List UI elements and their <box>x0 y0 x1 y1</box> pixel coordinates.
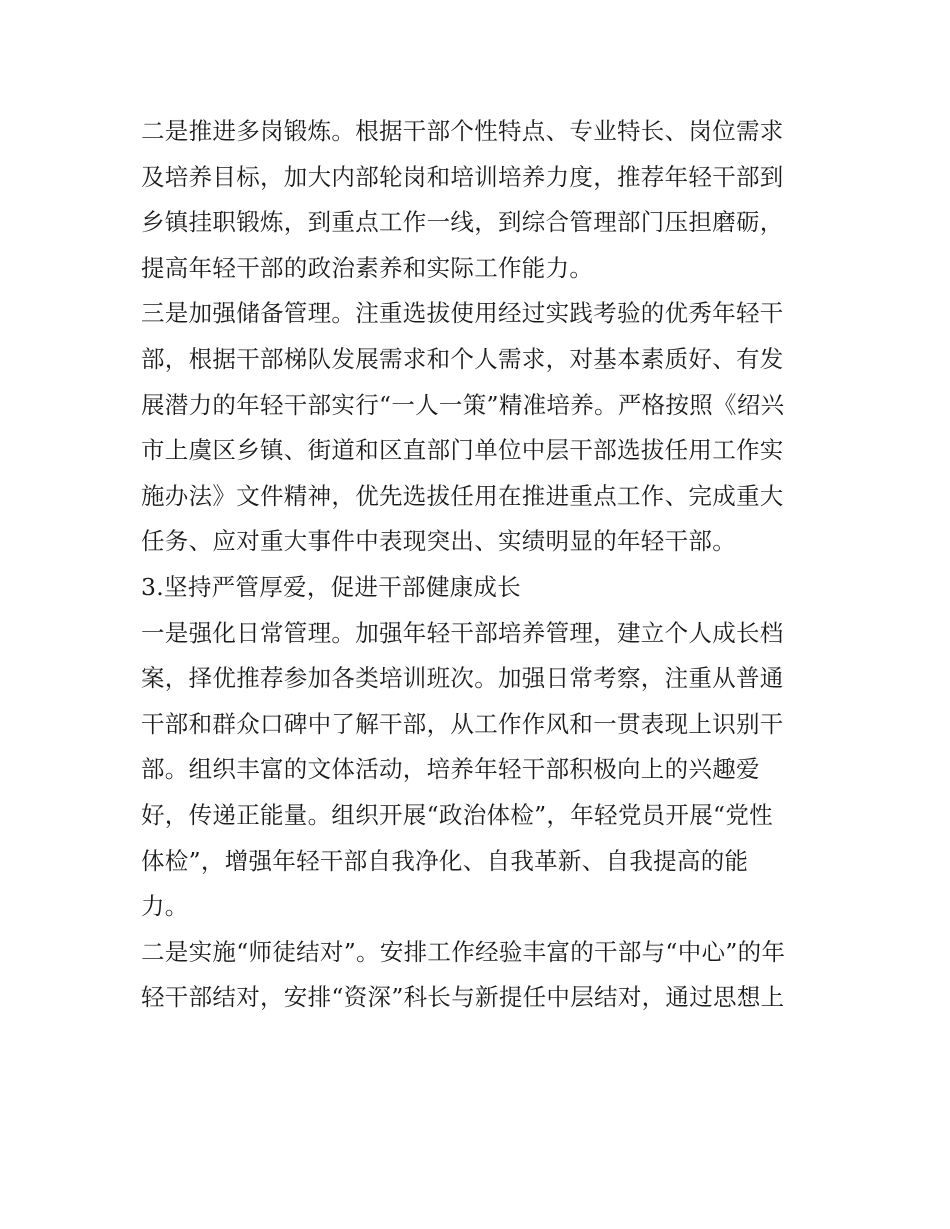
heading-text: 3.坚持严管厚爱，促进干部健康成长 <box>141 572 522 601</box>
text-line: 任务、应对重大事件中表现突出、实绩明显的年轻干部。 <box>141 527 736 556</box>
text-line: 部，根据干部梯队发展需求和个人需求，对基本素质好、有发 <box>141 344 784 373</box>
text-line: 及培养目标，加大内部轮岗和培训培养力度，推荐年轻干部到 <box>141 162 784 191</box>
text-line: 轻干部结对，安排“资深”科长与新提任中层结对，通过思想上 <box>141 983 785 1012</box>
text-line: 展潜力的年轻干部实行“一人一策”精准培养。严格按照《绍兴 <box>141 390 785 419</box>
text-line: 市上虞区乡镇、街道和区直部门单位中层干部选拔任用工作实 <box>141 436 784 465</box>
text-line: 施办法》文件精神，优先选拔任用在推进重点工作、完成重大 <box>141 481 784 510</box>
paragraph-mentorship <box>141 930 821 1021</box>
text-line: 二是推进多岗锻炼。根据干部个性特点、专业特长、岗位需求 <box>141 117 784 145</box>
section-heading <box>141 565 821 611</box>
text-line: 提高年轻干部的政治素养和实际工作能力。 <box>141 253 594 282</box>
document-body <box>141 109 821 1021</box>
text-line: 部。组织丰富的文体活动，培养年轻干部积极向上的兴趣爱 <box>141 755 760 784</box>
text-line: 好，传递正能量。组织开展“政治体检”，年轻党员开展“党性 <box>141 800 773 829</box>
paragraph-job-rotation <box>141 109 821 291</box>
text-line: 体检”，增强年轻干部自我净化、自我革新、自我提高的能 <box>141 846 749 875</box>
text-line: 干部和群众口碑中了解干部，从工作作风和一贯表现上识别干 <box>141 709 784 738</box>
text-line: 乡镇挂职锻炼，到重点工作一线，到综合管理部门压担磨砺， <box>141 208 784 237</box>
text-line: 二是实施“师徒结对”。安排工作经验丰富的干部与“中心”的年 <box>141 937 786 966</box>
paragraph-reserve-management <box>141 291 821 565</box>
text-line: 案，择优推荐参加各类培训班次。加强日常考察，注重从普通 <box>141 664 784 693</box>
paragraph-daily-management <box>141 611 821 930</box>
text-line: 一是强化日常管理。加强年轻干部培养管理，建立个人成长档 <box>141 618 784 647</box>
text-line: 力。 <box>141 892 189 921</box>
text-line: 三是加强储备管理。注重选拔使用经过实践考验的优秀年轻干 <box>141 299 784 328</box>
